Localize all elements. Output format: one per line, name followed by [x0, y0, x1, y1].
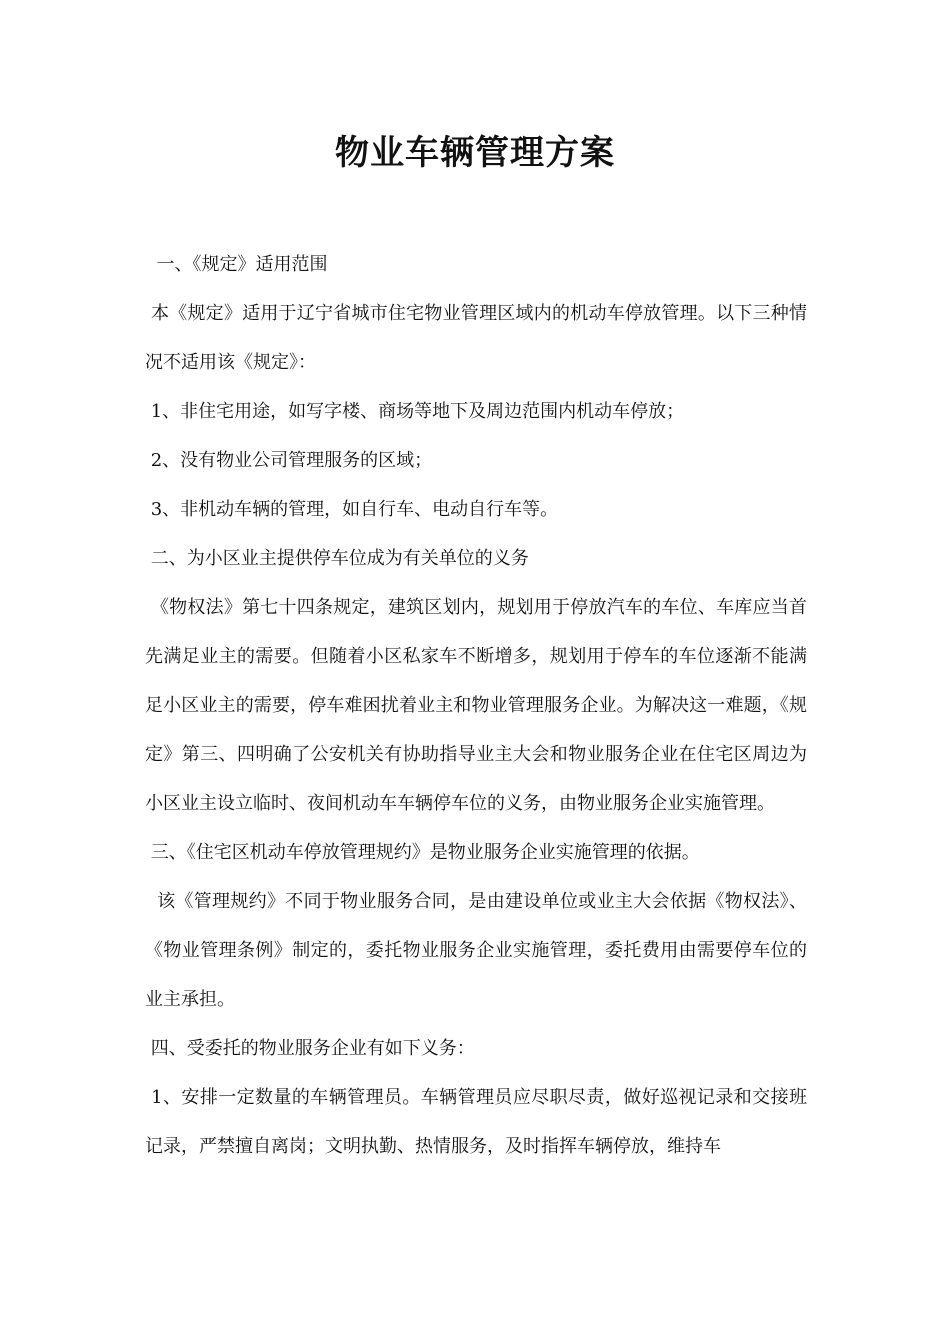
list-item-no-property-company: 2、没有物业公司管理服务的区域； — [145, 450, 433, 471]
list-item-non-residential: 1、非住宅用途，如写字楼、商场等地下及周边范围内机动车停放； — [145, 401, 685, 422]
section-heading-obligations: 四、受委托的物业服务企业有如下义务： — [145, 1038, 475, 1059]
section-heading-management-rules: 三、《住宅区机动车停放管理规约》是物业服务企业实施管理的依据。 — [145, 842, 700, 863]
paragraph-scope-intro: 本《规定》适用于辽宁省城市住宅物业管理区域内的机动车停放管理。以下三种情况不适用该《规定》： — [145, 303, 807, 373]
document-title: 物业车辆管理方案 — [335, 133, 615, 173]
section-heading-parking-obligation: 二、为小区业主提供停车位成为有关单位的义务 — [145, 548, 529, 569]
list-item-vehicle-managers: 1、安排一定数量的车辆管理员。车辆管理员应尽职尽责，做好巡视记录和交接班记录，严禁擅自离岗；文明执勤、热情服务，及时指挥车辆停放，维持车 — [145, 1087, 807, 1157]
section-heading-scope: 一、《规定》适用范围 — [145, 254, 328, 275]
paragraph-management-rules: 该《管理规约》不同于物业服务合同，是由建设单位或业主大会依据《物权法》、《物业管理条例》制定的，委托物业服务企业实施管理，委托费用由需要停车位的业主承担。 — [145, 891, 807, 1010]
document-body — [145, 240, 807, 1171]
paragraph-property-law: 《物权法》第七十四条规定，建筑区划内，规划用于停放汽车的车位、车库应当首先满足业主的需要。但随着小区私家车不断增多，规划用于停车的车位逐渐不能满足小区业主的需要，停车难困扰着业主和物业管理服务企业。为解决这一难题，《规定》第三、四明确了公安机关有协助指导业主大会和物业服务企业在住宅区周边为小区业主设立临时、夜间机动车车辆停车位的义务，由物业服务企业实施管理。 — [145, 597, 807, 814]
list-item-non-motor-vehicles: 3、非机动车辆的管理，如自行车、电动自行车等。 — [145, 499, 559, 520]
